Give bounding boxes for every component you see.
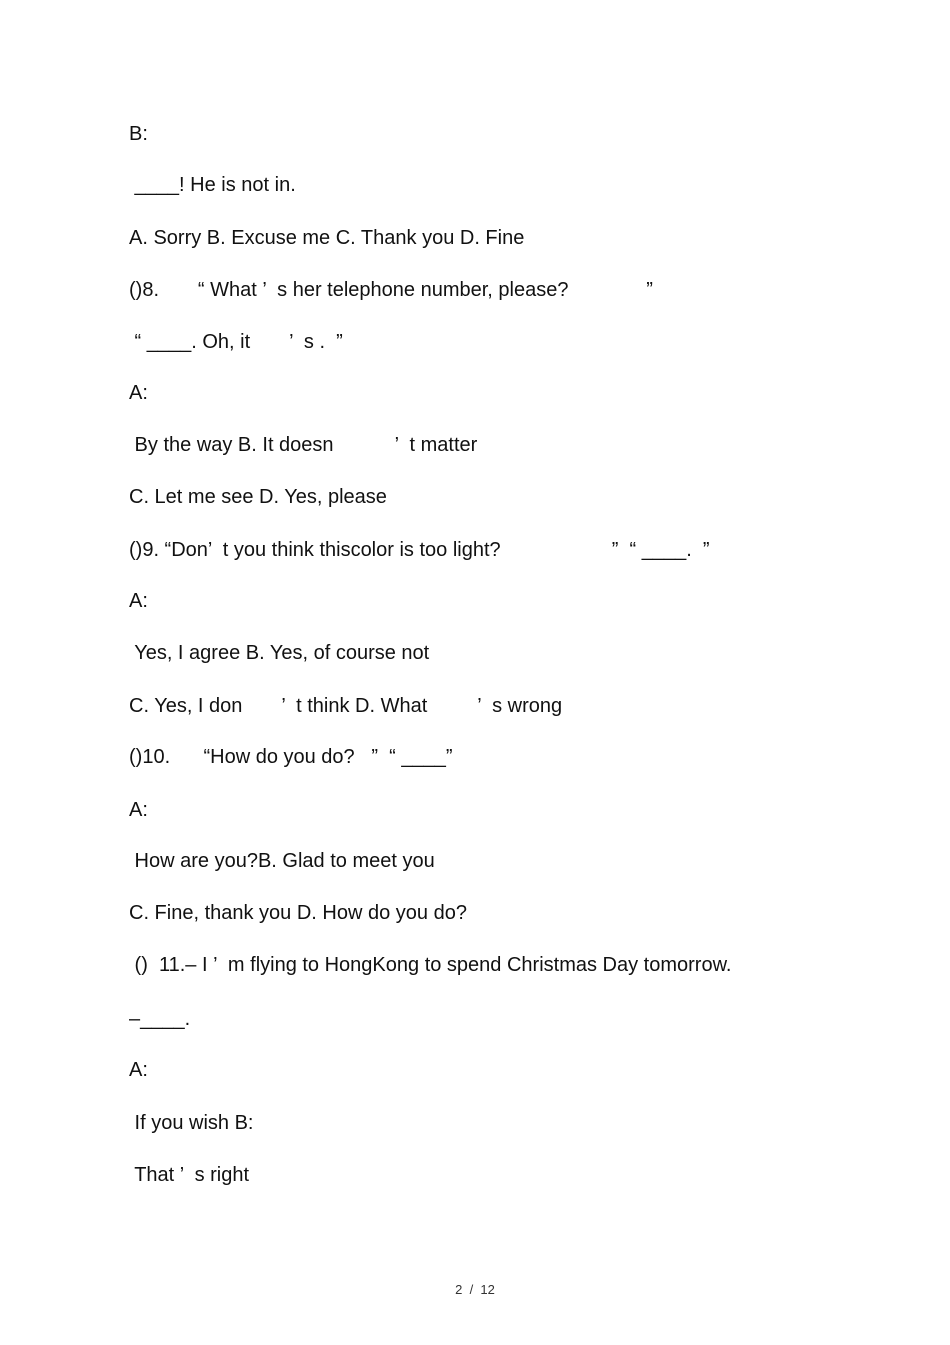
text-line: C. Yes, I don ’ t think D. What ’ s wrong: [129, 695, 563, 717]
text-line: ____! He is not in.: [129, 174, 296, 196]
page-number: 2 / 12: [455, 1282, 495, 1297]
text-line: “ ____. Oh, it ’ s . ”: [129, 331, 343, 353]
text-line: A:: [129, 799, 148, 821]
text-line: That ’ s right: [129, 1164, 250, 1186]
text-line: C. Let me see D. Yes, please: [129, 486, 387, 508]
question-11: () 11.– I ’ m flying to HongKong to spend Christmas Day tomorrow.: [129, 954, 732, 976]
text-line: B:: [129, 123, 148, 145]
text-line: How are you?B. Glad to meet you: [129, 850, 435, 872]
question-9: ()9. “Don’ t you think thiscolor is too light? ” “ ____. ”: [129, 539, 710, 561]
text-line: Yes, I agree B. Yes, of course not: [129, 642, 430, 664]
text-line: C. Fine, thank you D. How do you do?: [129, 902, 467, 924]
text-line: A:: [129, 590, 148, 612]
text-line: A. Sorry B. Excuse me C. Thank you D. Fine: [129, 227, 525, 249]
text-line: If you wish B:: [129, 1112, 254, 1134]
question-10: ()10. “How do you do? ” “ ____”: [129, 746, 453, 768]
text-line: –____.: [129, 1008, 191, 1030]
text-line: A:: [129, 1059, 148, 1081]
text-line: By the way B. It doesn ’ t matter: [129, 434, 478, 456]
text-line: A:: [129, 382, 148, 404]
question-8: ()8. “ What ’ s her telephone number, please? ”: [129, 279, 653, 301]
